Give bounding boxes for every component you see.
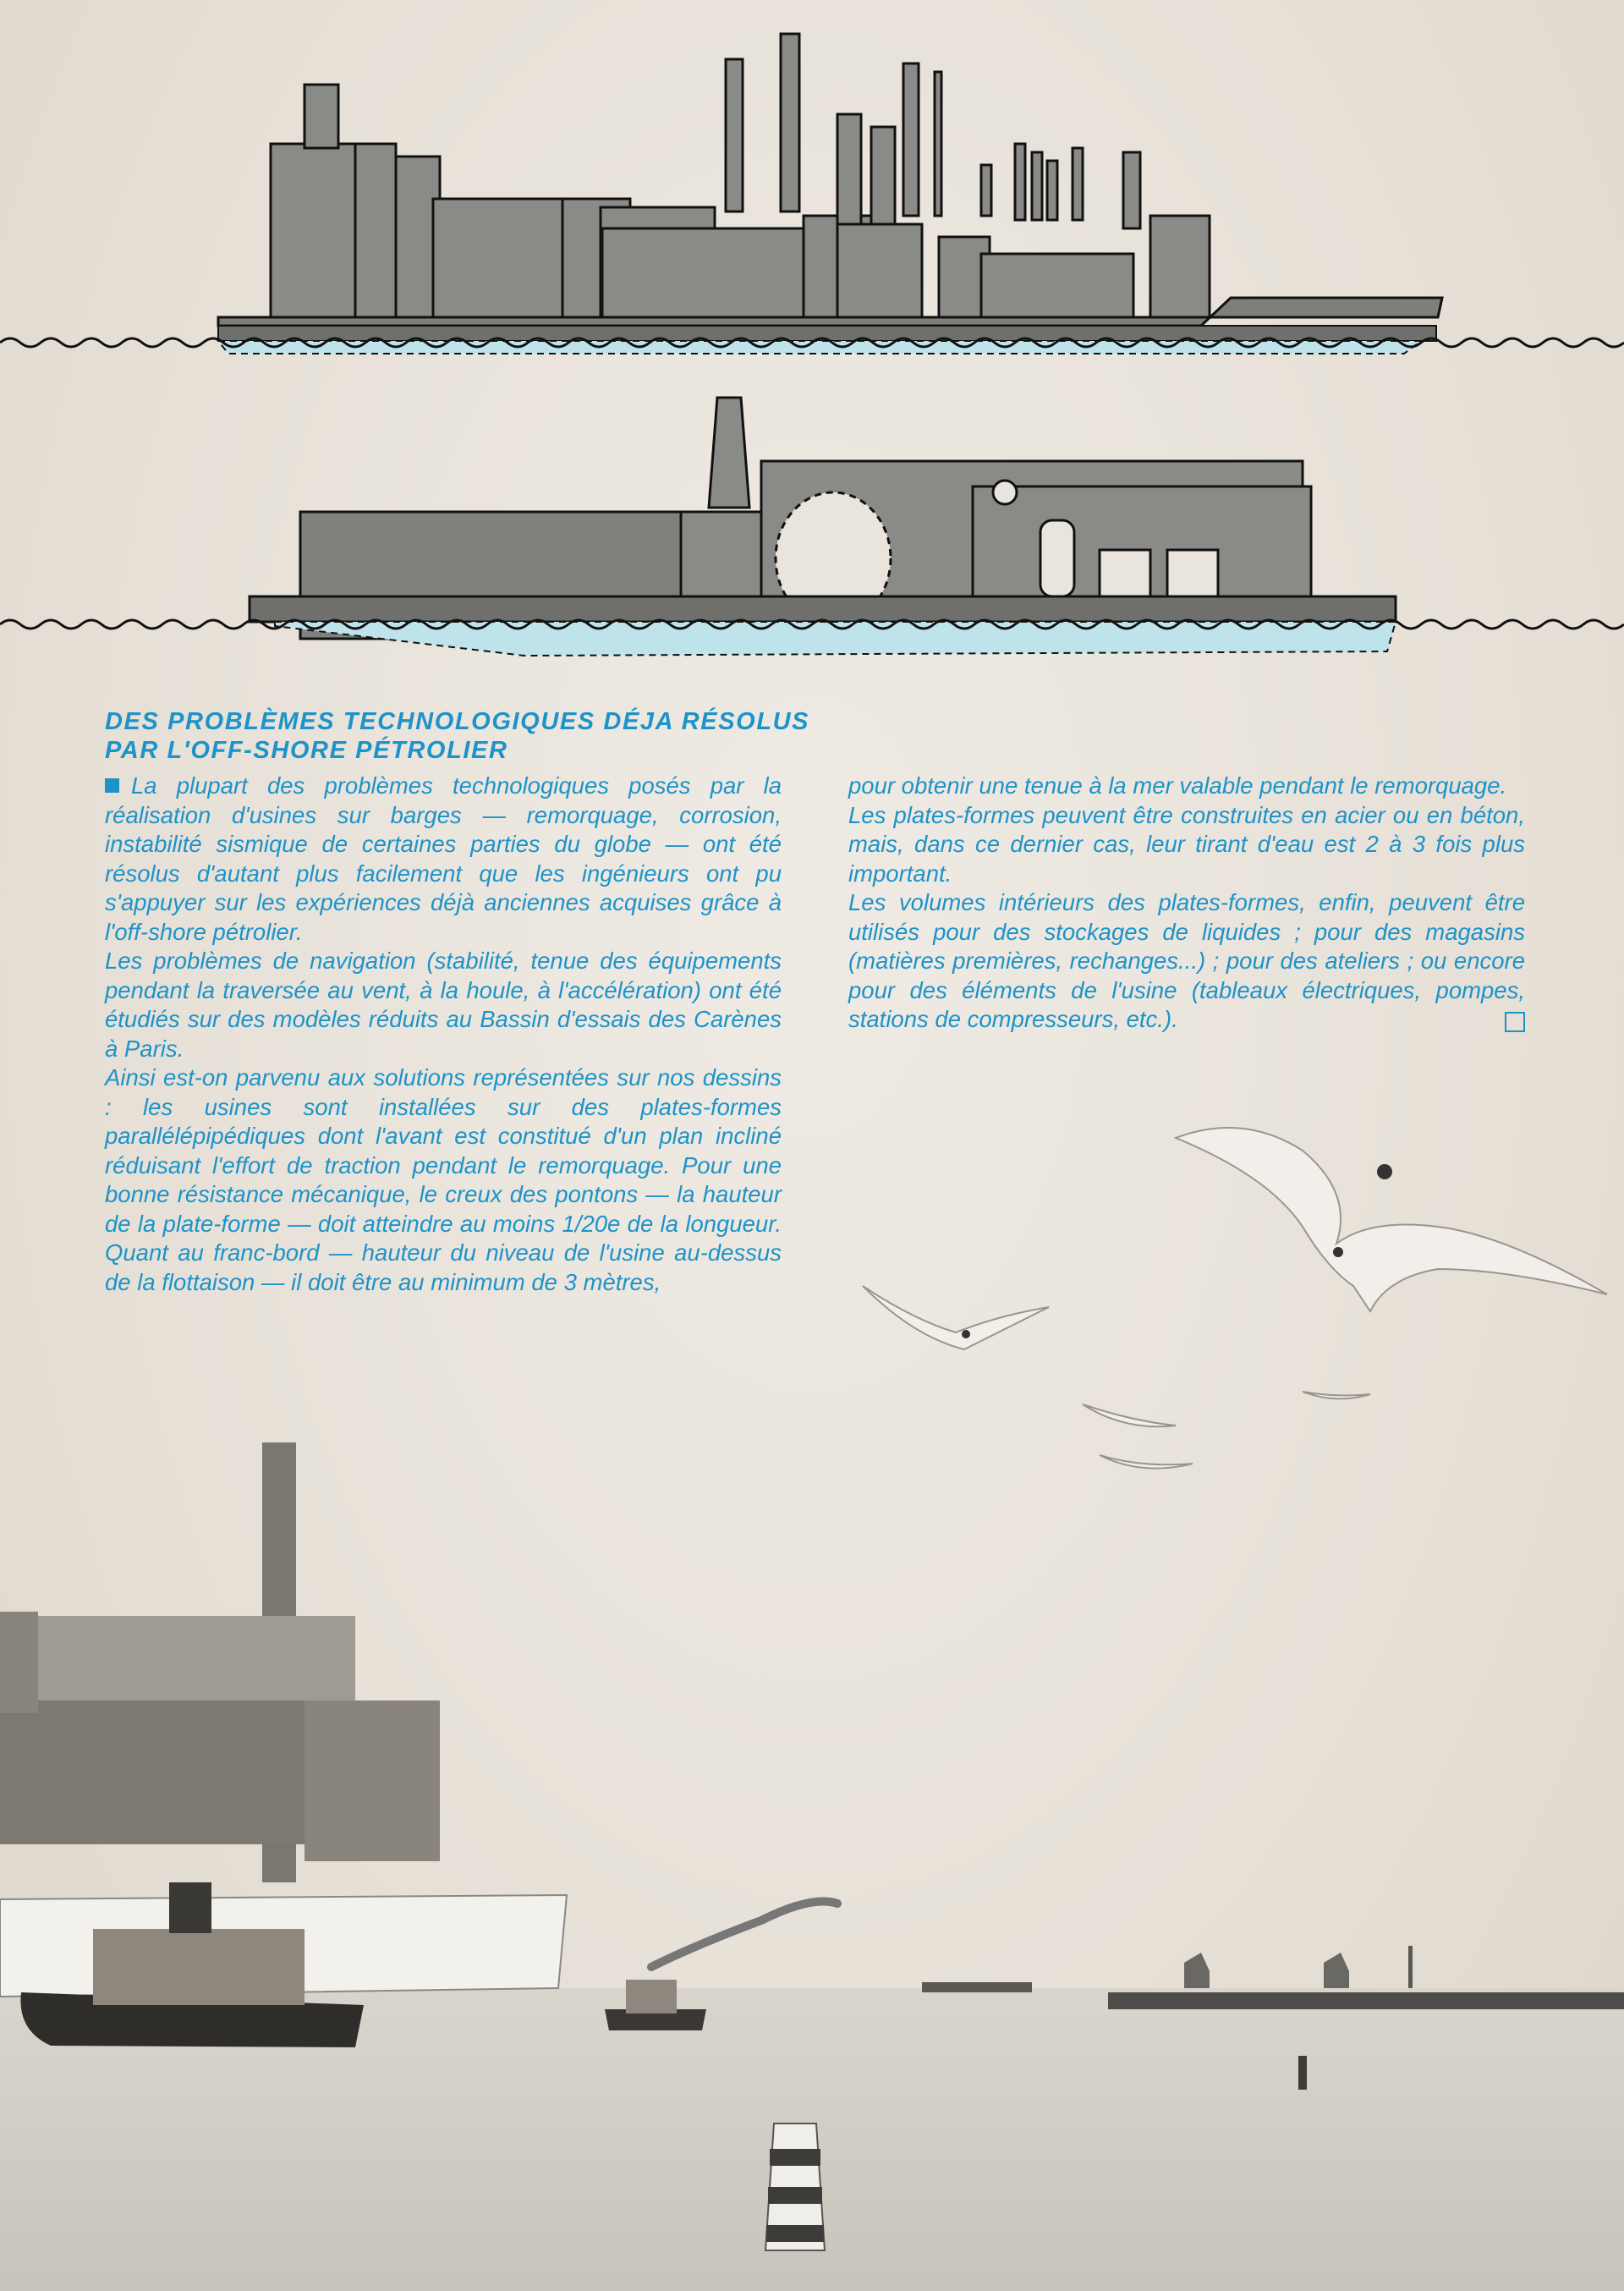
paragraph-text: La plupart des problèmes technologiques posés par la réalisation d'usines sur barges — remorquage, corrosion, instabilité sismique de certaines parties du globe — ont été résolus d'autant plus facilement que les ingénieurs ont pu s'appuyer sur les expériences déjà anciennes acquises grâce à l'off-shore pétrolier. — [105, 772, 782, 945]
paragraph — [848, 888, 1525, 1035]
paragraph: Les plates-formes peuvent être construites en acier ou en béton, mais, dans ce dernier cas, leur tirant d'eau est 2 à 3 fois plus important. — [848, 801, 1525, 887]
paragraph: Ainsi est-on parvenu aux solutions représentées sur nos dessins : les usines sont installées sur des plates-formes parallélépipédiques dont l'avant est constitué d'un plan incliné réduisant l'effort de traction pendant le remorquage. Pour une bonne résistance mécanique, le creux des pontons — la hauteur de la plate-forme — doit atteindre au moins 1/20e de la longueur. Quant au franc-bord — hauteur du niveau de l'usine au-dessus de la flottaison — il doit être au minimum de 3 mètres, — [105, 1064, 782, 1295]
headline-line-1: DES PROBLÈMES TECHNOLOGIQUES DÉJA RÉSOLUS — [105, 708, 810, 735]
article-headline — [105, 707, 951, 765]
square-bullet-icon — [105, 778, 119, 793]
paragraph: Les problèmes de navigation (stabilité, tenue des équipements pendant la traversée au vent, à la houle, à l'accélération) ont été étudiés sur des modèles réduits au Bassin d'essais des Carènes à Paris. — [105, 948, 782, 1062]
paragraph-text: Les volumes intérieurs des plates-formes, enfin, peuvent être utilisés pour des stockages de liquides ; pour des magasins (matières premières, rechanges...) ; pour des ateliers ; ou encore pour des éléments de l'usine (tableaux électriques, pompes, stations de compresseurs, etc.). — [848, 889, 1525, 1032]
article-right-column — [848, 772, 1525, 1035]
harbour-scene-illustration — [0, 1404, 1624, 2291]
factory-barge-illustration — [0, 0, 1624, 372]
end-of-article-icon — [1505, 1012, 1525, 1032]
headline-line-2: PAR L'OFF-SHORE PÉTROLIER — [105, 737, 508, 764]
paragraph: pour obtenir une tenue à la mer valable pendant le remorquage. — [848, 772, 1507, 799]
plant-barge-illustration — [0, 372, 1624, 677]
paragraph — [105, 772, 782, 947]
